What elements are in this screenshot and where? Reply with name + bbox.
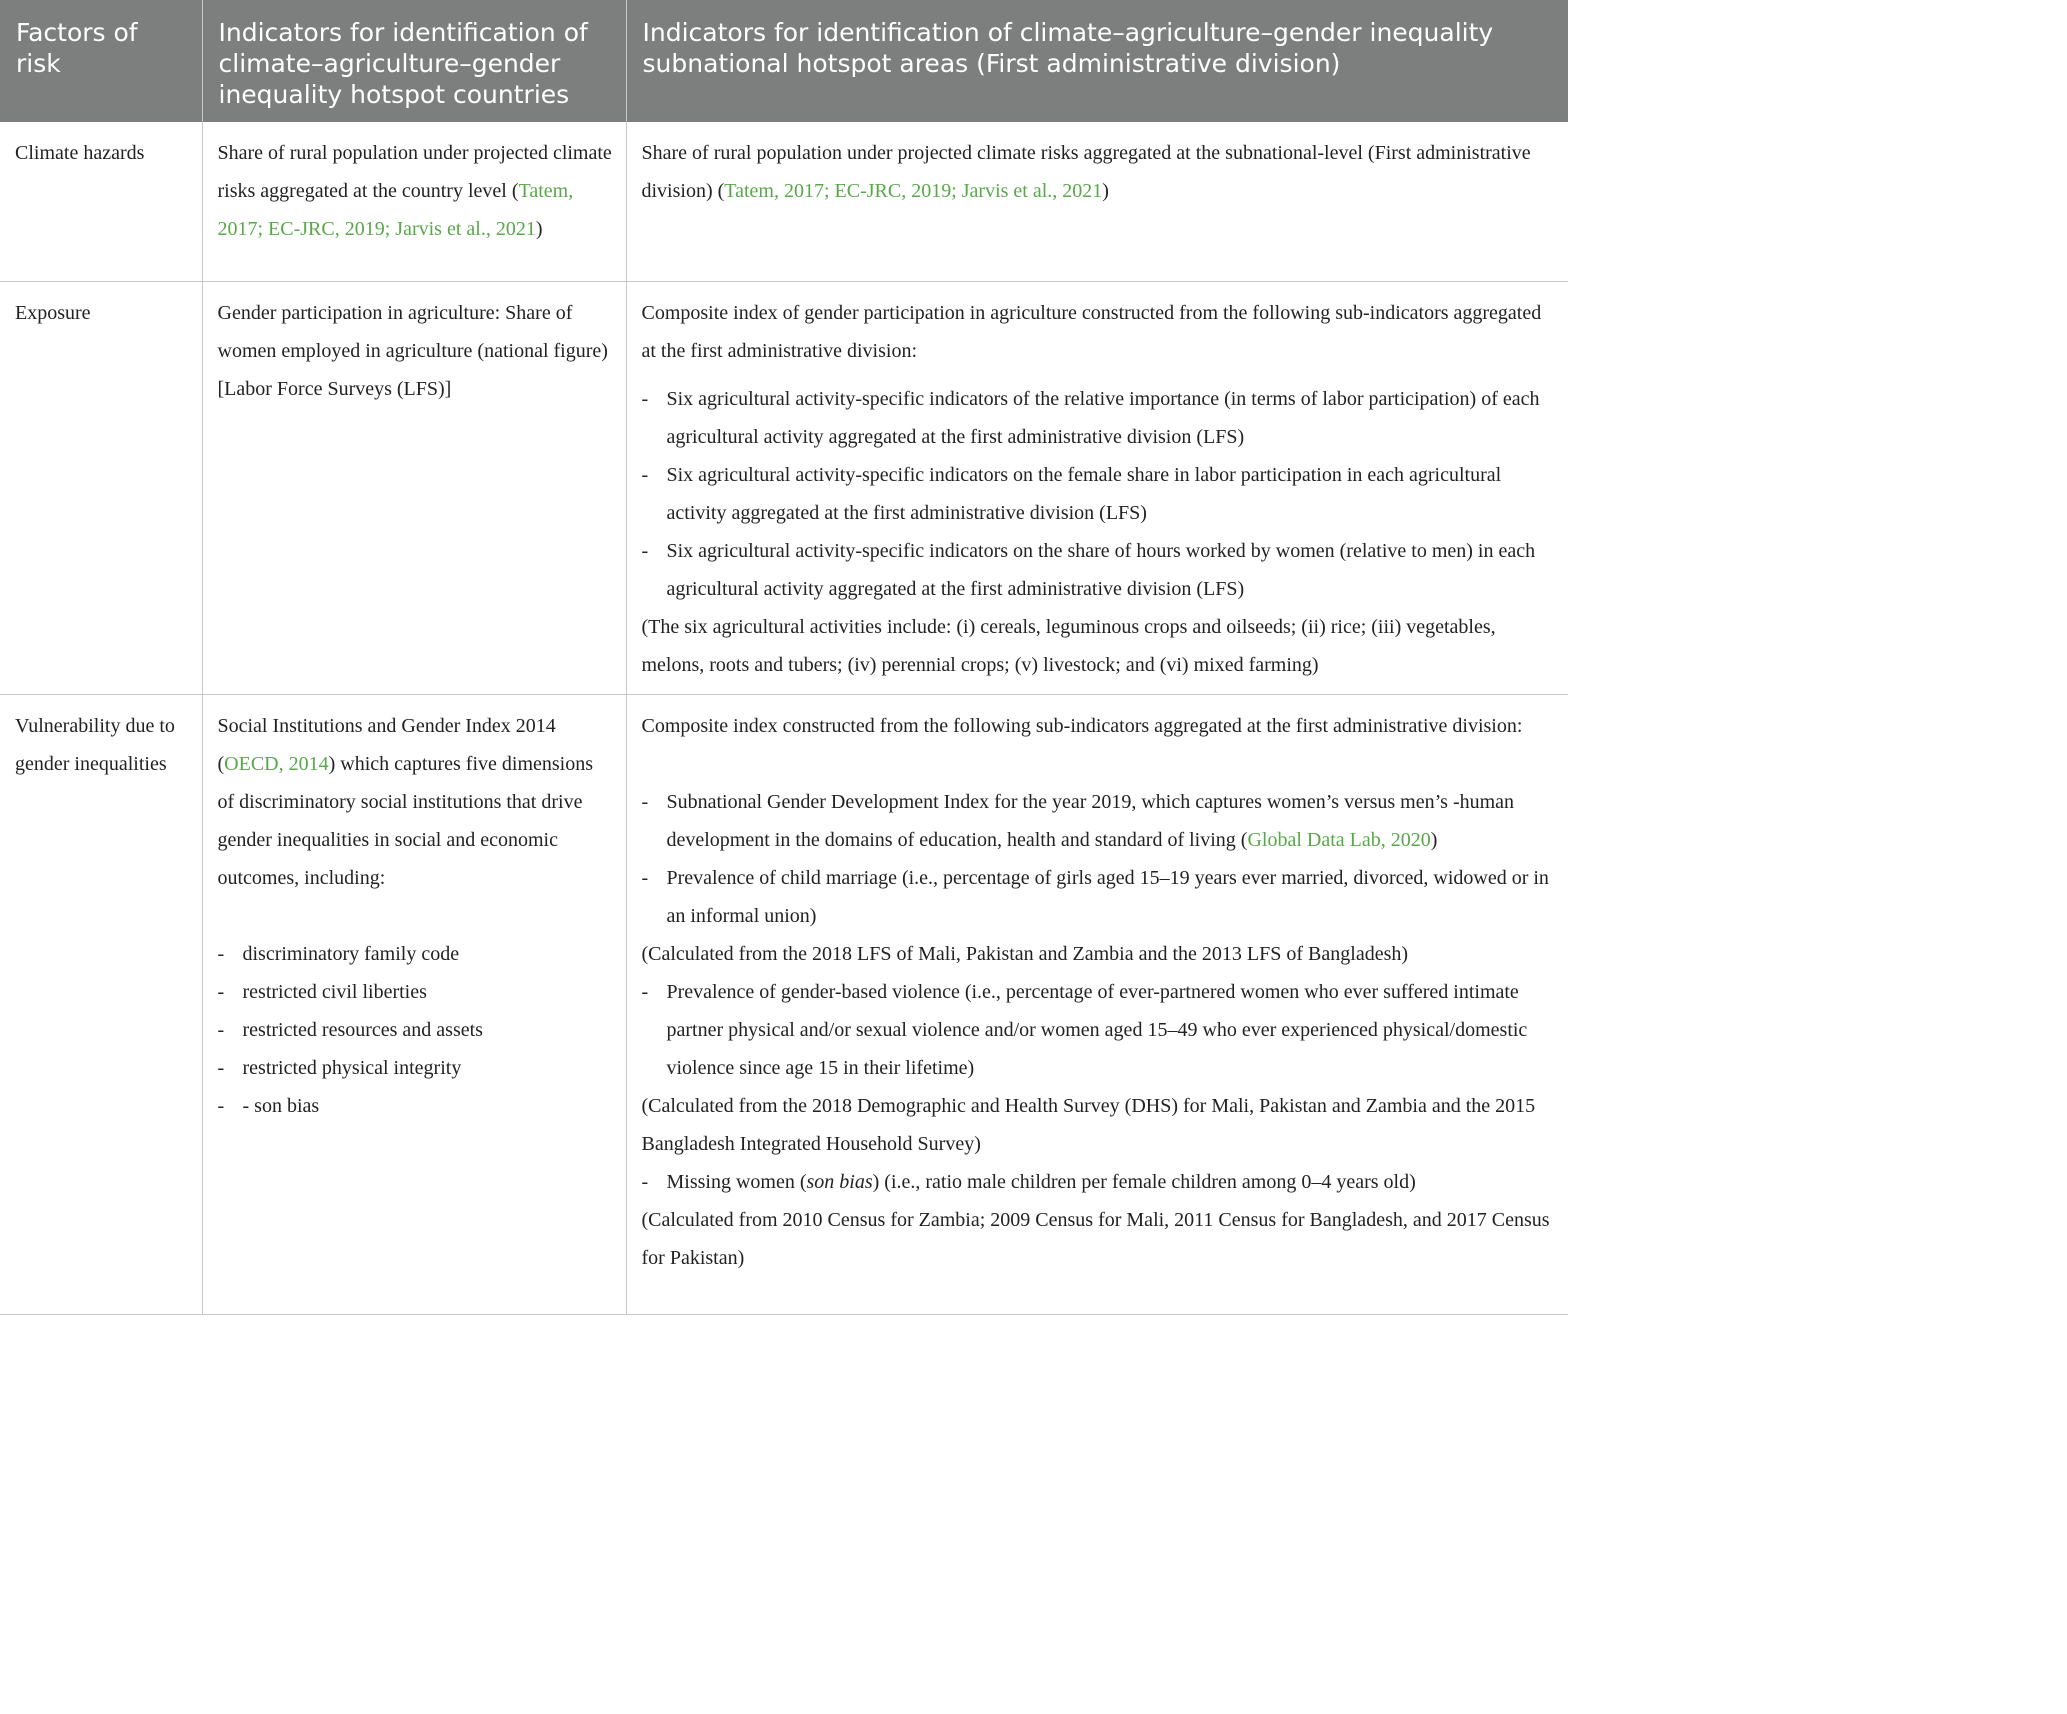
dash-marker: -: [217, 942, 225, 965]
list-item: [218, 935, 614, 973]
subnational-note: (Calculated from the 2018 Demographic and Health Survey (DHS) for Mali, Pakistan and Zambia and the 2015 Bangladesh Integrated Household Survey): [641, 1094, 1536, 1155]
list-item-text: restricted civil liberties: [242, 980, 427, 1003]
paren-close: ): [535, 218, 543, 240]
subnational-note: (Calculated from the 2018 LFS of Mali, Pakistan and Zambia and the 2013 LFS of Bangladesh): [641, 942, 1409, 965]
table-header: [0, 0, 1568, 122]
list-item-text: Subnational Gender Development Index for the year 2019, which captures women’s versus men’s -human development in the domains of education, health and standard of living (: [666, 790, 1515, 851]
subnational-intro: Composite index of gender participation in agriculture constructed from the following sub-indicators aggregated at the first administrative division:: [641, 301, 1542, 362]
country-indicator-cell: [202, 281, 626, 694]
citation-link[interactable]: Tatem, 2017; EC-JRC, 2019; Jarvis et al., 2021: [217, 180, 574, 240]
factor-cell: Vulnerability due to gender inequalities: [0, 694, 202, 1314]
dash-marker: -: [641, 1170, 649, 1193]
subnational-note: (Calculated from 2010 Census for Zambia; 2009 Census for Mali, 2011 Census for Bangladesh, and 2017 Census for Pakistan): [641, 1208, 1550, 1269]
country-indicator-intro: [218, 707, 614, 897]
dash-marker: -: [641, 387, 649, 410]
subnational-indicator-cell: [626, 122, 1568, 281]
list-item-text-cont: ) (i.e., ratio male children per female children among 0–4 years old): [872, 1170, 1416, 1193]
list-item-text: discriminatory family code: [242, 942, 460, 965]
factor-cell: Exposure: [0, 281, 202, 694]
citation-link[interactable]: Tatem, 2017; EC-JRC, 2019; Jarvis et al., 2021: [724, 180, 1103, 202]
country-indicator-cell: [202, 694, 626, 1314]
list-item-text: restricted resources and assets: [242, 1018, 483, 1041]
list-item: [642, 456, 1557, 532]
header-country-indicators: Indicators for identification of climate–agriculture–gender inequality hotspot countries: [202, 0, 626, 122]
country-indicator-text: Share of rural population under projected climate risks aggregated at the country level (: [217, 142, 612, 202]
dash-marker: -: [641, 463, 649, 486]
dash-marker: -: [217, 1018, 225, 1041]
country-indicator-cell: [202, 122, 626, 281]
list-item: [642, 1163, 1557, 1201]
list-item-text: Six agricultural activity-specific indicators on the share of hours worked by women (relative to men) in each agricultural activity aggregated at the first administrative division (LFS): [666, 539, 1536, 600]
dash-marker: -: [217, 980, 225, 1003]
list-item-text: restricted physical integrity: [242, 1056, 462, 1079]
subnational-indicator-cell: [626, 281, 1568, 694]
country-indicator-text: Gender participation in agriculture: Share of women employed in agriculture (national figure) [Labor Force Surveys (LFS)]: [217, 301, 608, 400]
spacer: [218, 897, 614, 935]
table-body: [0, 122, 1568, 1314]
list-item: [218, 1011, 614, 1049]
citation-link[interactable]: Global Data Lab, 2020: [1247, 828, 1431, 851]
list-item: [642, 380, 1557, 456]
paren-close: ): [1430, 828, 1438, 851]
list-item-text: Six agricultural activity-specific indicators on the female share in labor participation in each agricultural activity aggregated at the first administrative division (LFS): [666, 463, 1502, 524]
dash-marker: -: [217, 1056, 225, 1079]
list-item-text: - son bias: [242, 1094, 320, 1117]
table-row-exposure: [0, 281, 1568, 694]
subnational-indicator-text: Share of rural population under projected climate risks aggregated at the subnational-level (First administrative division) (: [641, 142, 1531, 202]
table-row-vulnerability: [0, 694, 1568, 1314]
subnational-note: (The six agricultural activities include: (i) cereals, leguminous crops and oilseeds; (ii) rice; (iii) vegetables, melons, roots and tubers; (iv) perennial crops; (v) livestock; and (vi) mixed farming): [641, 615, 1496, 676]
table-row-climate-hazards: [0, 122, 1568, 281]
dash-marker: -: [641, 980, 649, 1003]
list-item: [218, 1049, 614, 1087]
header-factors-of-risk: Factors of risk: [0, 0, 202, 122]
emphasis-text: son bias: [806, 1170, 873, 1193]
factor-cell: Climate hazards: [0, 122, 202, 281]
list-item-text: Prevalence of gender-based violence (i.e., percentage of ever-partnered women who ever suffered intimate partner physical and/or sexual violence and/or women aged 15–49 who ever experienced physical/domestic violence since age 15 in their lifetime): [666, 980, 1528, 1079]
subnational-intro: Composite index constructed from the following sub-indicators aggregated at the first administrative division:: [641, 714, 1523, 737]
citation-link[interactable]: OECD, 2014: [224, 752, 329, 775]
list-item: [642, 532, 1557, 608]
dash-marker: -: [641, 866, 649, 889]
list-item: [218, 973, 614, 1011]
intro-text: Social Institutions and Gender Index 2014 (: [217, 714, 556, 775]
dash-marker: -: [641, 539, 649, 562]
dash-marker: -: [217, 1094, 225, 1117]
list-item-text: Six agricultural activity-specific indicators of the relative importance (in terms of labor participation) of each agricultural activity aggregated at the first administrative division (LFS): [666, 387, 1540, 448]
subnational-indicator-cell: [626, 694, 1568, 1314]
header-subnational-indicators: Indicators for identification of climate–agriculture–gender inequality subnational hotspot areas (First administrative division): [626, 0, 1568, 122]
list-item-text: Missing women (: [666, 1170, 807, 1193]
list-item: [218, 1087, 614, 1125]
paren-close: ): [1102, 180, 1109, 202]
spacer: [642, 745, 1557, 783]
list-item-text: Prevalence of child marriage (i.e., percentage of girls aged 15–19 years ever married, divorced, widowed or in an informal union): [666, 866, 1549, 927]
list-item: [642, 783, 1557, 859]
intro-text-cont: ) which captures five dimensions of discriminatory social institutions that drive gender inequalities in social and economic outcomes, including:: [217, 752, 593, 889]
header-row: [0, 0, 1568, 122]
list-item: [642, 859, 1557, 935]
list-item: [642, 973, 1557, 1087]
dash-marker: -: [641, 790, 649, 813]
